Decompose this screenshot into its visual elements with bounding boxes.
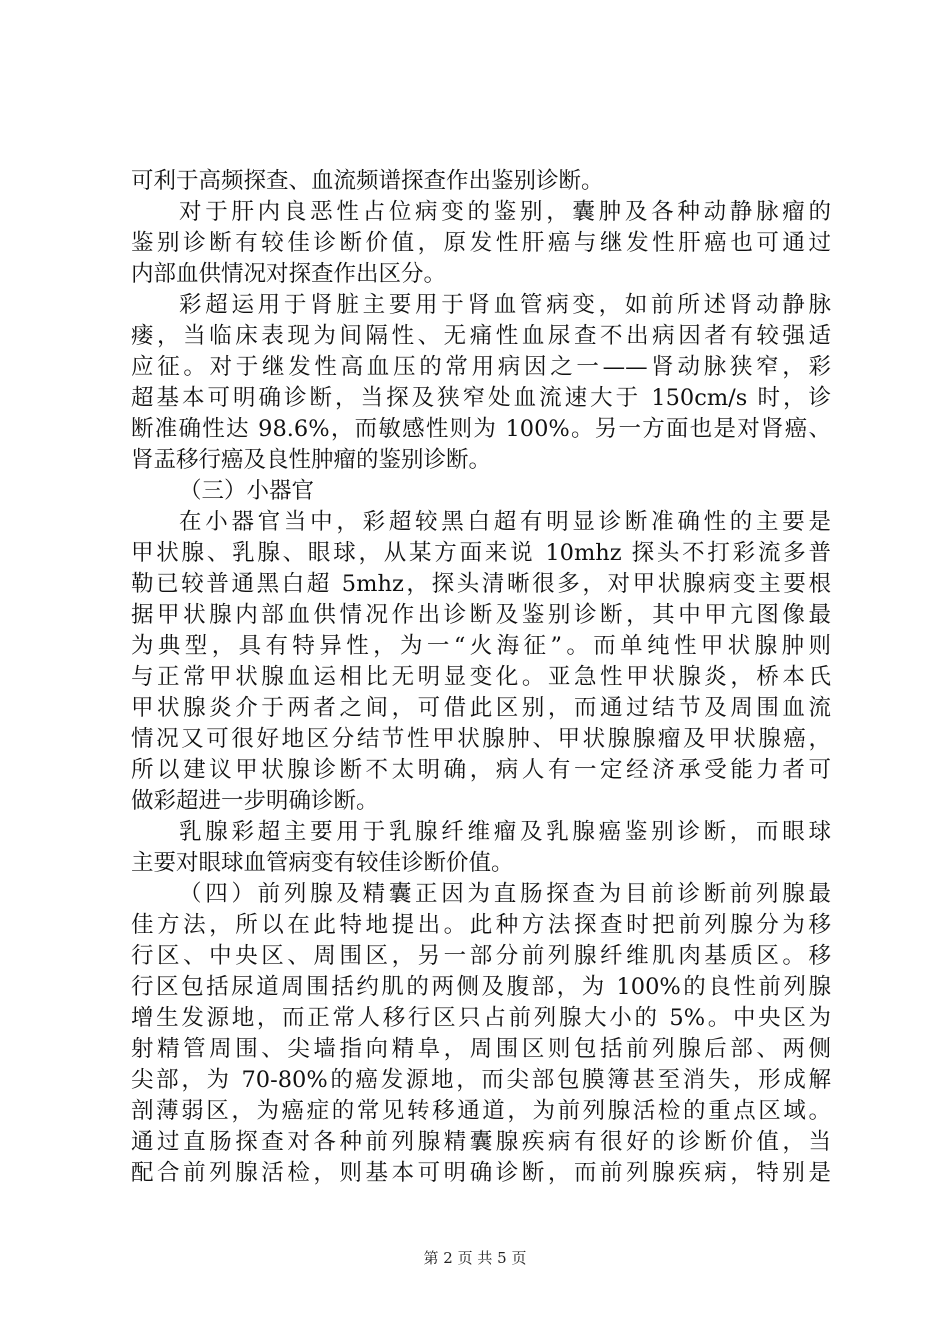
paragraph-line: 在小器官当中，彩超较黑白超有明显诊断准确性的主要是 (179, 509, 831, 535)
paragraph-line: 应征。对于继发性高血压的常用病因之一——肾动脉狭窄，彩 (131, 354, 831, 380)
paragraph-line: 所以建议甲状腺诊断不太明确，病人有一定经济承受能力者可 (131, 757, 831, 783)
paragraph-line: 情况又可很好地区分结节性甲状腺肿、甲状腺腺瘤及甲状腺癌， (131, 726, 831, 752)
paragraph-line: 通过直肠探查对各种前列腺精囊腺疾病有很好的诊断价值，当 (131, 1129, 831, 1155)
paragraph-line: 射精管周围、尖墙指向精阜，周围区则包括前列腺后部、两侧 (131, 1036, 831, 1062)
paragraph-line: 对于肝内良恶性占位病变的鉴别，囊肿及各种动静脉瘤的 (179, 199, 831, 225)
paragraph-line: 内部血供情况对探查作出区分。 (131, 261, 447, 287)
paragraph-line: 增生发源地，而正常人移行区只占前列腺大小的 5%。中央区为 (131, 1005, 831, 1031)
paragraph-line: 佳方法，所以在此特地提出。此种方法探查时把前列腺分为移 (131, 912, 831, 938)
paragraph-line: 瘘，当临床表现为间隔性、无痛性血尿查不出病因者有较强适 (131, 323, 831, 349)
section-heading: （三）小器官 (179, 478, 315, 504)
paragraph-line: 据甲状腺内部血供情况作出诊断及鉴别诊断，其中甲亢图像最 (131, 602, 831, 628)
paragraph-line: 勒已较普通黑白超 5mhz，探头清晰很多，对甲状腺病变主要根 (131, 571, 831, 597)
paragraph-line: 甲状腺炎介于两者之间，可借此区别，而通过结节及周围血流 (131, 695, 831, 721)
paragraph-line: 行区包括尿道周围括约肌的两侧及腹部，为 100%的良性前列腺 (131, 974, 831, 1000)
page-number-footer: 第 2 页 共 5 页 (423, 1249, 527, 1267)
paragraph-line: 超基本可明确诊断，当探及狭窄处血流速大于 150cm/s 时，诊 (131, 385, 831, 411)
paragraph-line: 行区、中央区、周围区，另一部分前列腺纤维肌肉基质区。移 (131, 943, 831, 969)
paragraph-line: 甲状腺、乳腺、眼球，从某方面来说 10mhz 探头不打彩流多普 (131, 540, 831, 566)
paragraph-line: 鉴别诊断有较佳诊断价值，原发性肝癌与继发性肝癌也可通过 (131, 230, 831, 256)
paragraph-line: 乳腺彩超主要用于乳腺纤维瘤及乳腺癌鉴别诊断，而眼球 (179, 819, 831, 845)
paragraph-line: 配合前列腺活检，则基本可明确诊断，而前列腺疾病，特别是 (131, 1160, 831, 1186)
paragraph-line: 彩超运用于肾脏主要用于肾血管病变，如前所述肾动静脉 (179, 292, 831, 318)
paragraph-line: 主要对眼球血管病变有较佳诊断价值。 (131, 850, 514, 876)
paragraph-line: 可利于高频探查、血流频谱探查作出鉴别诊断。 (131, 168, 604, 194)
document-body (131, 166, 831, 1189)
paragraph-line: 肾盂移行癌及良性肿瘤的鉴别诊断。 (131, 447, 492, 473)
paragraph-line: 尖部，为 70-80%的癌发源地，而尖部包膜簿甚至消失，形成解 (131, 1067, 831, 1093)
paragraph-line: 为典型，具有特异性，为一“火海征”。而单纯性甲状腺肿则 (131, 633, 831, 659)
paragraph-line: 剖薄弱区，为癌症的常见转移通道，为前列腺活检的重点区域。 (131, 1098, 831, 1124)
paragraph-line: （四）前列腺及精囊正因为直肠探查为目前诊断前列腺最 (179, 881, 831, 907)
paragraph-line: 做彩超进一步明确诊断。 (131, 788, 379, 814)
paragraph-line: 断准确性达 98.6%，而敏感性则为 100%。另一方面也是对肾癌、 (131, 416, 831, 442)
paragraph-line: 与正常甲状腺血运相比无明显变化。亚急性甲状腺炎，桥本氏 (131, 664, 831, 690)
